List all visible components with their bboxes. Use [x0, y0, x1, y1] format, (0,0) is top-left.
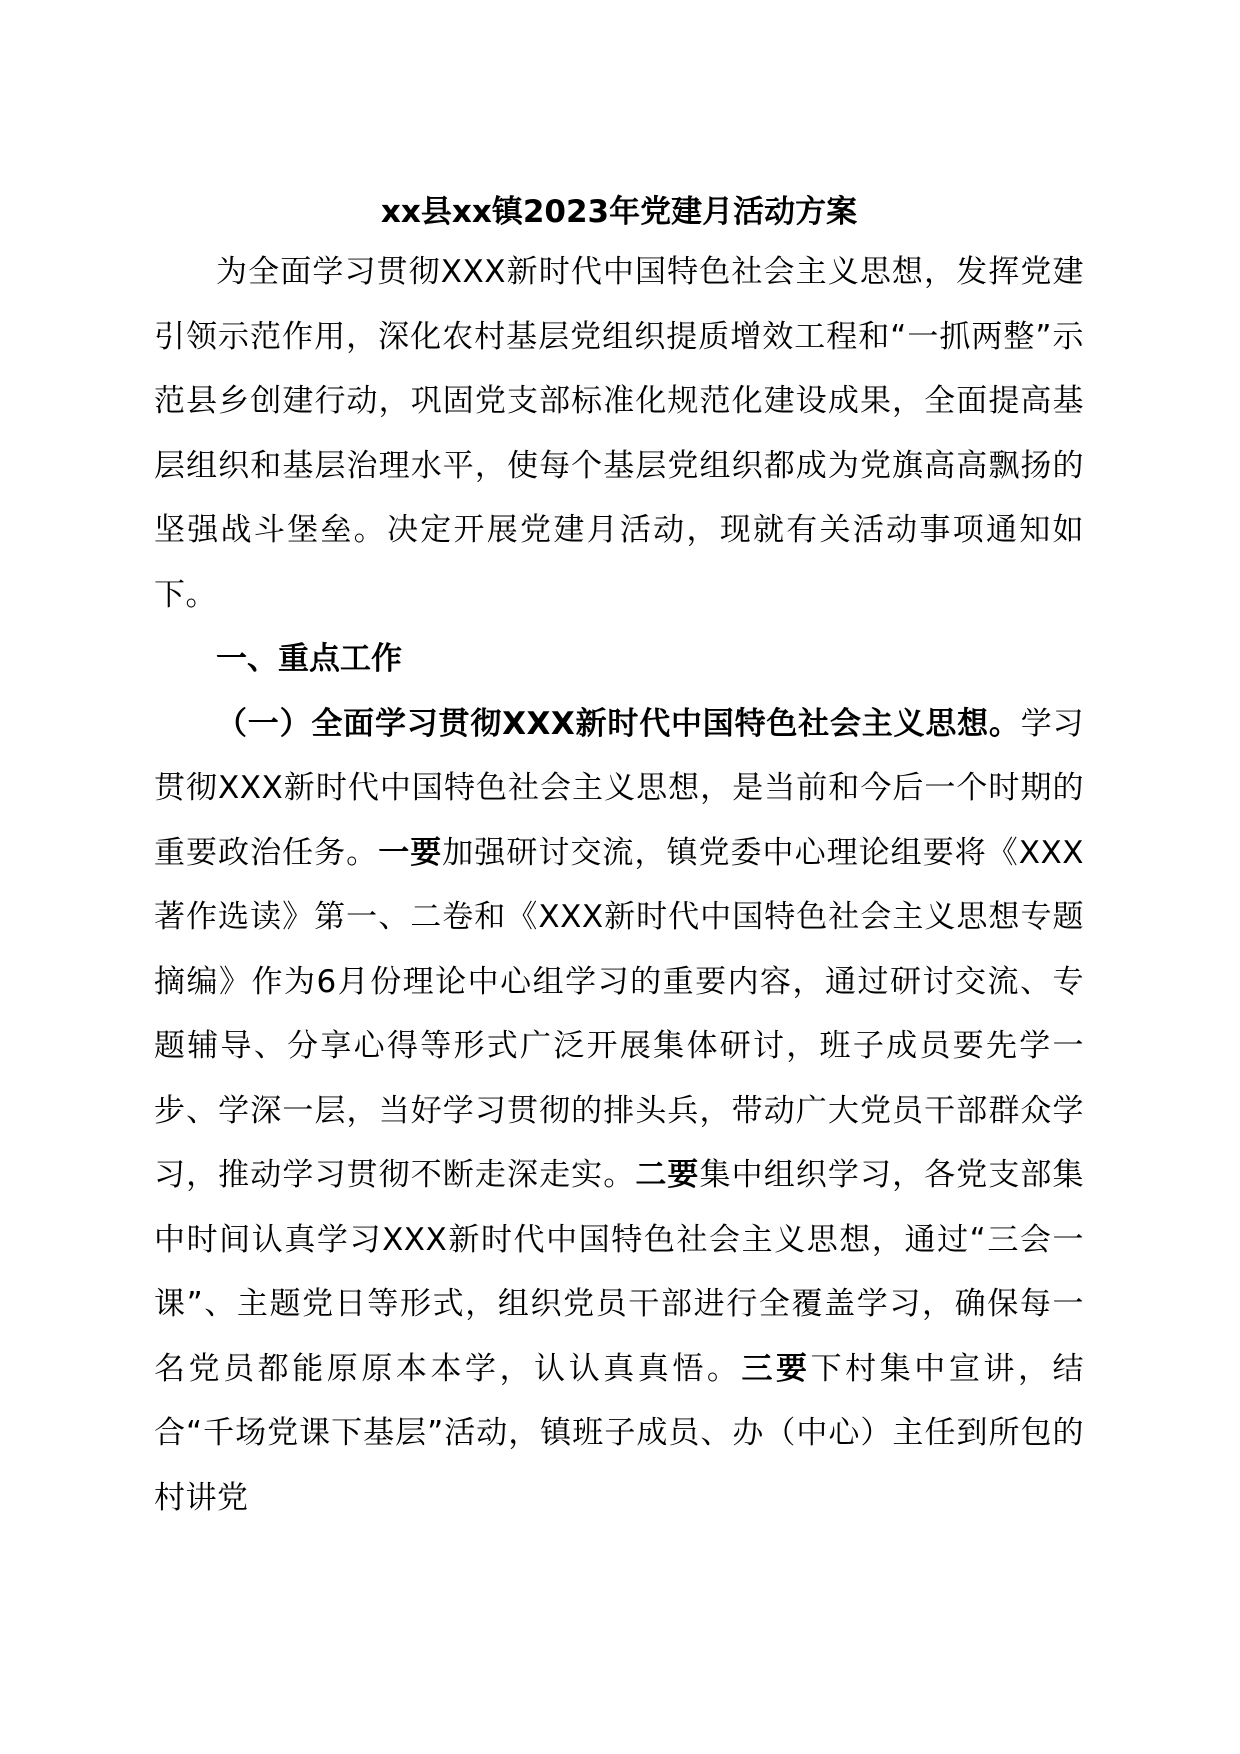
keyword-first: 一要	[378, 834, 443, 871]
document-page	[154, 192, 1084, 1530]
paragraph-text: 学习贯彻XXX新时代中国特色社会主义思想，是当前和今后一个时期的重要政治任务。	[154, 705, 1085, 871]
paragraph-text: 集中组织学习，各党支部集中时间认真学习XXX新时代中国特色社会主义思想，通过“三会一课”、主题党日等形式，组织党员干部进行全覆盖学习，确保每一名党员都能原原本本学，认认真真悟。	[154, 1157, 1085, 1387]
intro-paragraph: 为全面学习贯彻XXX新时代中国特色社会主义思想，发挥党建引领示范作用，深化农村基层党组织提质增效工程和“一抓两整”示范县乡创建行动，巩固党支部标准化规范化建设成果，全面提高基层组织和基层治理水平，使每个基层党组织都成为党旗高高飘扬的坚强战斗堡垒。决定开展党建月活动，现就有关活动事项通知如下。	[154, 254, 1084, 613]
document-title: xx县xx镇2023年党建月活动方案	[380, 194, 858, 230]
paragraph-text: 下村集中宣讲，结合“千场党课下基层”活动，镇班子成员、办（中心）主任到所包的村讲党	[154, 1350, 1085, 1516]
subsection-heading: （一）全面学习贯彻XXX新时代中国特色社会主义思想。	[216, 705, 1021, 742]
paragraph-text: 加强研讨交流，镇党委中心理论组要将《XXX著作选读》第一、二卷和《XXX新时代中国特色社会主义思想专题摘编》作为6月份理论中心组学习的重要内容，通过研讨交流、专题辅导、分享心得等形式广泛开展集体研讨，班子成员要先学一步、学深一层，当好学习贯彻的排头兵，带动广大党员干部群众学习，推动学习贯彻不断走深走实。	[154, 834, 1084, 1193]
section-heading: 一、重点工作	[216, 641, 402, 677]
subsection-paragraph	[154, 692, 1084, 1531]
keyword-second: 二要	[635, 1157, 700, 1193]
keyword-third: 三要	[741, 1350, 811, 1387]
